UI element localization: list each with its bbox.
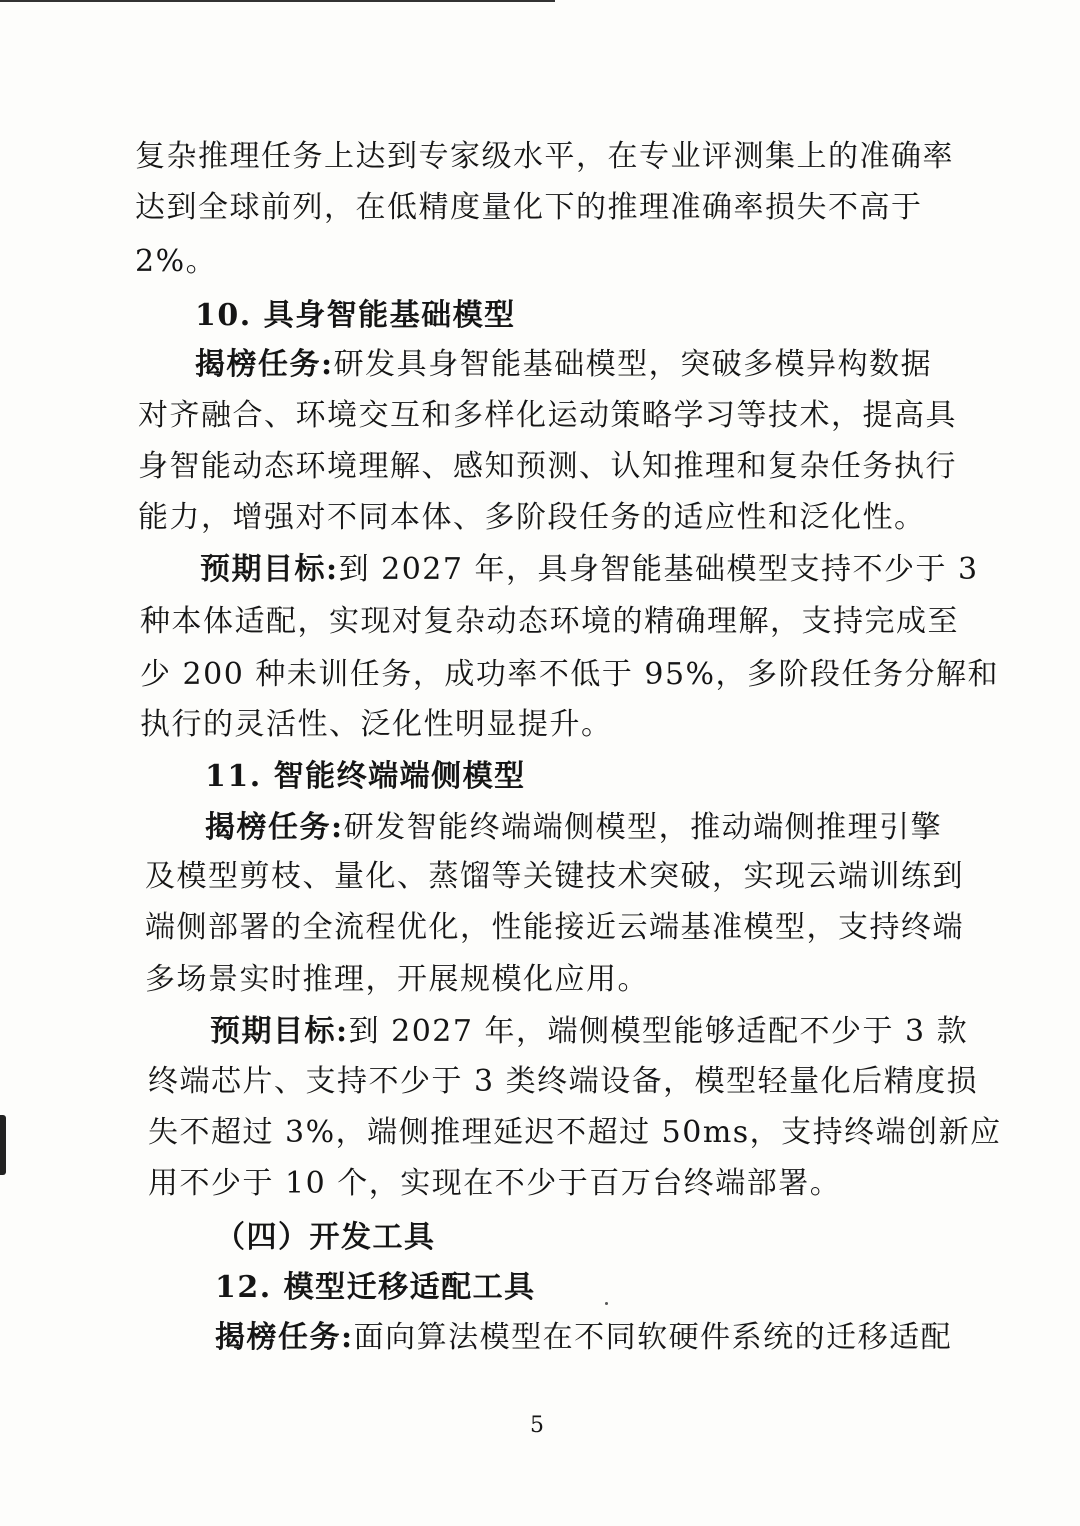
page-number: 5 <box>530 1413 544 1438</box>
goal-text: 到 2027 年，端侧模型能够适配不少于 3 款 <box>348 1014 969 1049</box>
goal-paragraph-line <box>200 550 979 590</box>
paragraph-line: 少 200 种未训任务，成功率不低于 95%，多阶段任务分解和 <box>140 657 1000 692</box>
task-text: 研发具身智能基础模型，突破多模异构数据 <box>333 347 933 382</box>
task-label: 揭榜任务: <box>215 1320 354 1355</box>
task-text: 面向算法模型在不同软硬件系统的迁移适配 <box>353 1320 953 1355</box>
goal-paragraph-line <box>210 1012 968 1052</box>
task-paragraph-line <box>205 808 942 848</box>
task-paragraph-line <box>215 1318 952 1358</box>
paragraph-line: 对齐融合、环境交互和多样化运动策略学习等技术，提高具 <box>138 398 957 433</box>
section-heading: 10. 具身智能基础模型 <box>195 298 516 333</box>
task-label: 揭榜任务: <box>195 347 334 382</box>
paragraph-line: 终端芯片、支持不少于 3 类终端设备，模型轻量化后精度损 <box>148 1064 979 1099</box>
paragraph-line: 多场景实时推理，开展规模化应用。 <box>145 962 649 997</box>
paragraph-line: 复杂推理任务上达到专家级水平，在专业评测集上的准确率 <box>135 139 954 174</box>
paragraph-line: 及模型剪枝、量化、蒸馏等关键技术突破，实现云端训练到 <box>145 859 964 894</box>
paragraph-line: 用不少于 10 个，实现在不少于百万台终端部署。 <box>148 1166 842 1201</box>
goal-text: 到 2027 年，具身智能基础模型支持不少于 3 <box>338 552 979 587</box>
task-text: 研发智能终端端侧模型，推动端侧推理引擎 <box>343 810 943 845</box>
section-heading: 12. 模型迁移适配工具 <box>215 1270 536 1305</box>
paragraph-line: 身智能动态环境理解、感知预测、认知推理和复杂任务执行 <box>138 449 957 484</box>
paragraph-line: 失不超过 3%，端侧推理延迟不超过 50ms，支持终端创新应 <box>148 1115 1002 1150</box>
part-heading: （四）开发工具 <box>215 1220 436 1255</box>
goal-label: 预期目标: <box>200 552 339 587</box>
paragraph-line: 种本体适配，实现对复杂动态环境的精确理解，支持完成至 <box>140 604 959 639</box>
task-label: 揭榜任务: <box>205 810 344 845</box>
goal-label: 预期目标: <box>210 1014 349 1049</box>
paragraph-line: 达到全球前列，在低精度量化下的推理准确率损失不高于 <box>135 190 923 225</box>
paragraph-line: 2%。 <box>135 244 218 279</box>
paragraph-line: 能力，增强对不同本体、多阶段任务的适应性和泛化性。 <box>138 500 926 535</box>
paragraph-line: 端侧部署的全流程优化，性能接近云端基准模型，支持终端 <box>145 910 964 945</box>
section-heading: 11. 智能终端端侧模型 <box>205 759 526 794</box>
paragraph-line: 执行的灵活性、泛化性明显提升。 <box>140 707 613 742</box>
task-paragraph-line <box>195 345 932 385</box>
